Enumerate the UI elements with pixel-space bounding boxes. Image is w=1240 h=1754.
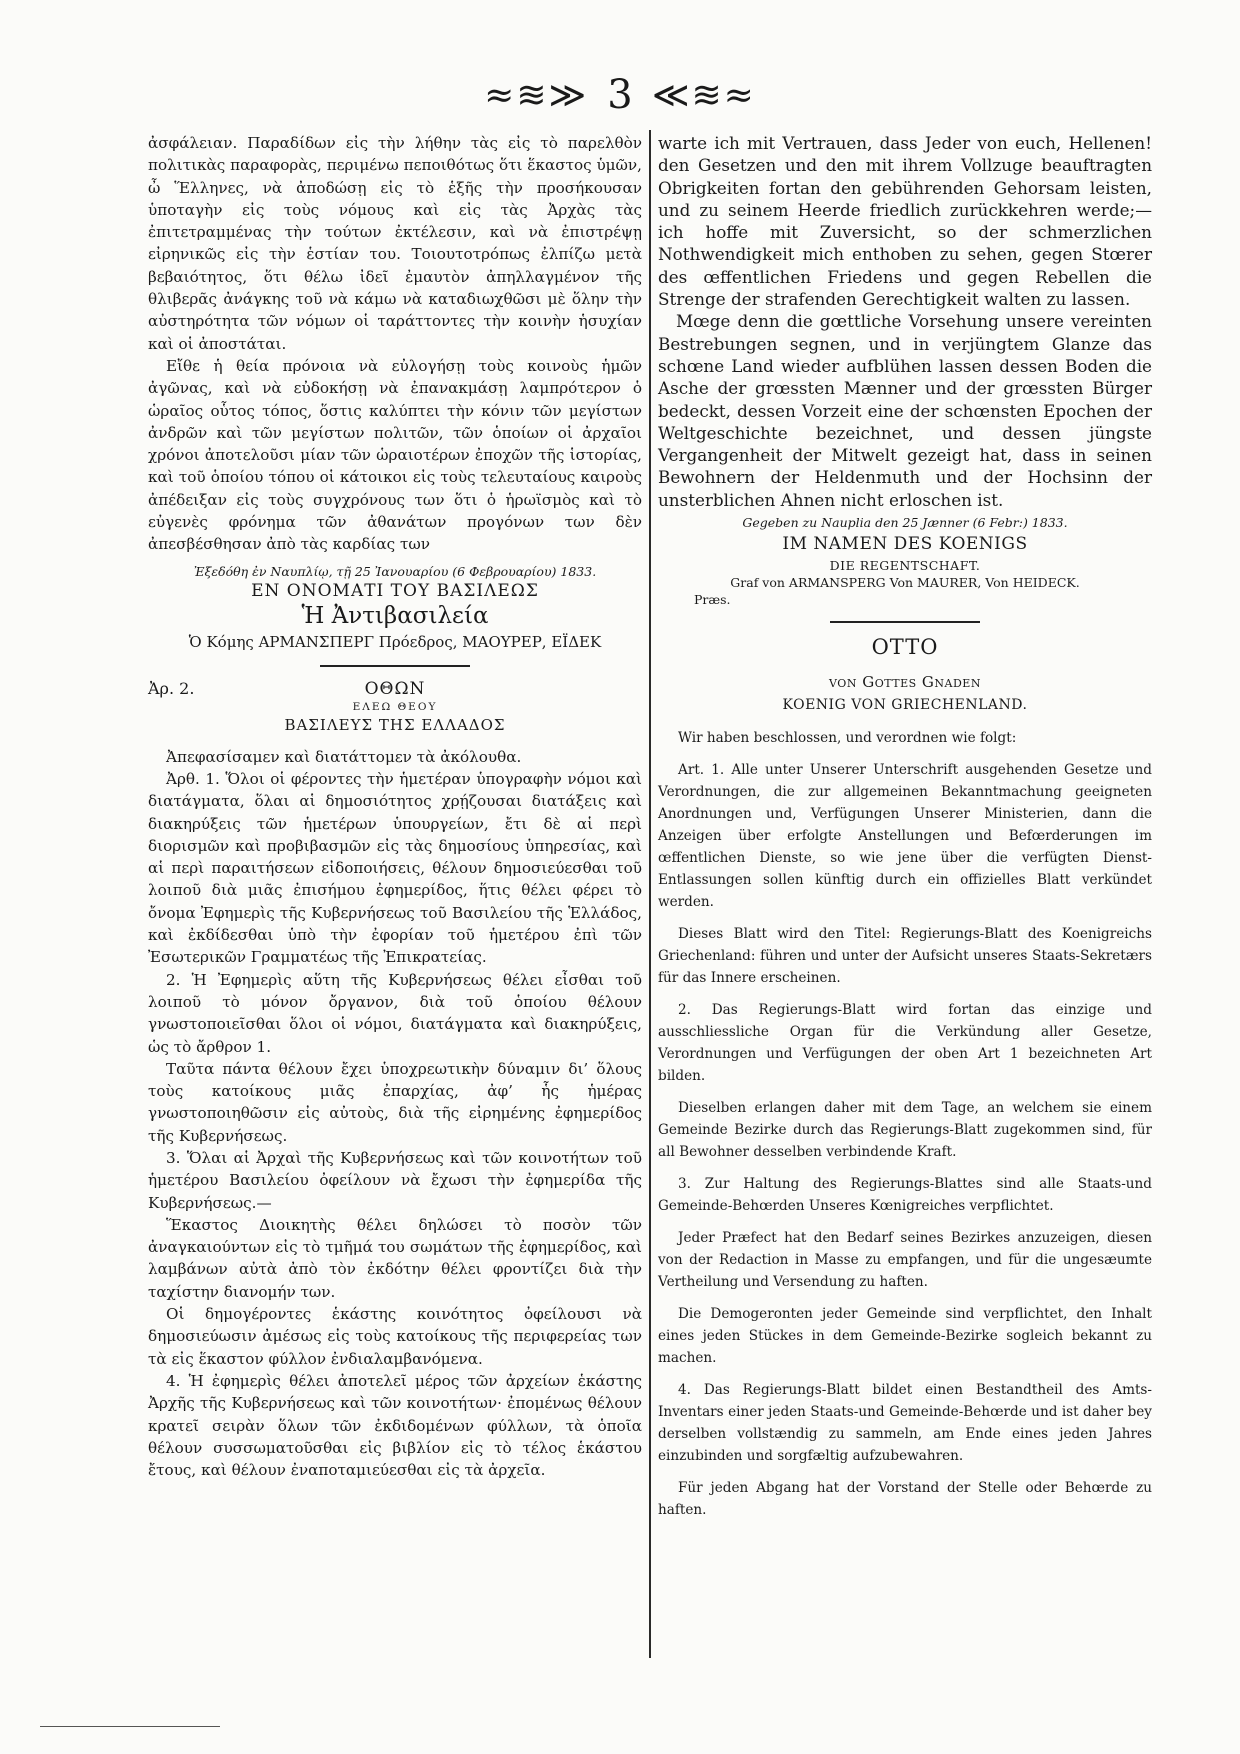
german-proclamation: [658, 132, 1152, 511]
greek-elei-theou: ΕΛΕΩ ΘΕΟΥ: [352, 700, 438, 713]
german-art-4b: Für jeden Abgang hat der Vorstand der Stelle oder Behœrde zu haften.: [658, 1480, 1152, 1519]
german-art-4: 4. Das Regierungs-Blatt bildet einen Bestandtheil des Amts-Inventars einer jeden Staats-und Gemeinde-Behœrde und ist daher bey derselben vollstændig zu sammeln, am Ende eines jeden Jahres einzubinden und sorgfæltig aufzubewahren.: [658, 1382, 1152, 1465]
greek-art-4: 4. Ἡ ἐφημερὶς θέλει ἀποτελεῖ μέρος τῶν ἀρχείων ἑκάστης Ἀρχῆς τῆς Κυβερνήσεως καὶ τῶν κοινοτήτων· ἐπομένως θέλουν κρατεῖ σειρὰν ὅλων τῶν ἐκδιδομένων φύλλων, τὰ ὁποῖα θέλουν συσσωματοῦσθαι εἰς βιβλίον εἰς τὸ τέλος ἑκάστου ἔτους, καὶ θέλουν ἐναποταμιεύεσθαι εἰς τὰ ἀρχεῖα.: [148, 1371, 642, 1480]
column-divider: [649, 130, 651, 1658]
greek-otto-title: ΟΘΩΝ: [364, 678, 426, 699]
german-art-2b: Dieselben erlangen daher mit dem Tage, an welchem sie einem Gemeinde Bezirke durch das Regierungs-Blatt zugekommen sind, für all Bewohner desselben verbindende Kraft.: [658, 1100, 1152, 1161]
greek-art-2b: Ταῦτα πάντα θέλουν ἔχει ὑποχρεωτικὴν δύναμιν δι’ ὅλους τοὺς κατοίκους μιᾶς ἐπαρχίας, ἀφ’ ἧς ἡμέρας γνωστοποιηθῶσιν εἰς αὐτοὺς, διὰ τῆς εἰρημένης ἐφημερίδος τῆς Κυβερνήσεως.: [148, 1059, 642, 1145]
greek-date: Ἐξεδόθη ἐν Ναυπλίῳ, τῇ 25 Ἰανουαρίου (6 Φεβρουαρίου) 1833.: [193, 563, 597, 579]
greek-art-3: 3. Ὅλαι αἱ Ἀρχαὶ τῆς Κυβερνήσεως καὶ τῶν κοινοτήτων τοῦ ἡμετέρου Βασιλείου ὀφείλουν νὰ ἔχωσι τὴν ἐφημερίδα τῆς Κυβερνήσεως.—: [148, 1148, 642, 1212]
german-date: Gegeben zu Nauplia den 25 Jænner (6 Febr:) 1833.: [742, 515, 1068, 531]
german-art-1b: Dieses Blatt wird den Titel: Regierungs-Blatt des Koenigreichs Griechenland: führen und unter der Aufsicht unseres Staats-Sekretærs für das Innere erscheinen.: [658, 926, 1152, 987]
greek-signers: Ὁ Κόμης ΑΡΜΑΝΣΠΕΡΓ Πρόεδρος, ΜΑΟΥΡΕΡ, ΕΪΔΕΚ: [188, 632, 602, 651]
ornament-right-icon: ≪≋≈: [651, 74, 756, 116]
greek-decree: [148, 679, 642, 1482]
ornament-left-icon: ≈≋≫: [484, 74, 589, 116]
german-signers: Graf von ARMANSPERG Von MAURER, Von HEIDECK.: [730, 575, 1080, 591]
german-paragraph-1: warte ich mit Vertrauen, dass Jeder von euch, Hellenen! den Gesetzen und den mit ihrem Vollzuge beauftragten Obrigkeiten fortan den gebührenden Gehorsam leisten, und zu seinem Heerde friedlich zurückkehren werde;— ich hoffe mit Zuversicht, so der schmerzlichen Nothwendigkeit mich enthoben zu sehen, gegen Stœrer des œffentlichen Friedens und gegen Rebellen die Strenge der strafenden Gerechtigkeit walten zu lassen.: [658, 133, 1152, 310]
german-intro: Wir haben beschlossen, und verordnen wie folgt:: [678, 730, 1017, 747]
greek-art-3b: Ἕκαστος Διοικητὴς θέλει δηλώσει τὸ ποσὸν τῶν ἀναγκαιούντων εἰς τὸ τμῆμά του σωμάτων τῆς ἐφημερίδος, καὶ λαμβάνων αὐτὰ ἀπὸ τὸν ἐκδότην θέλει φροντίζει διὰ τὴν ταχίστην διανομήν των.: [148, 1215, 642, 1301]
german-otto-title: OTTO: [871, 635, 939, 660]
german-separator: [830, 621, 980, 623]
german-koenig: KOENIG VON GRIECHENLAND.: [782, 697, 1028, 714]
german-von-gottes: von Gottes Gnaden: [829, 673, 981, 692]
german-art-3c: Die Demogeronten jeder Gemeinde sind verpflichtet, den Inhalt eines jeden Stückes in dem Gemeinde-Bezirke sogleich bekannt zu machen.: [658, 1306, 1152, 1367]
german-praes: Præs.: [694, 592, 731, 608]
german-art-3: 3. Zur Haltung des Regierungs-Blattes sind alle Staats-und Gemeinde-Behœrden Unseres Kœnigreiches verpflichtet.: [658, 1176, 1152, 1215]
page-number: 3: [607, 72, 633, 118]
german-regentschaft: DIE REGENTSCHAFT.: [829, 558, 981, 574]
greek-en-onomati: ΕΝ ΟΝΟΜΑΤΙ ΤΟΥ ΒΑΣΙΛΕΩΣ: [251, 580, 539, 601]
german-art-3b: Jeder Præfect hat den Bedarf seines Bezirkes anzuzeigen, diesen von der Redaction in Masse zu empfangen, und für die ungesæumte Vertheilung und Versendung zu haften.: [658, 1230, 1152, 1291]
german-column: [658, 132, 1152, 1531]
greek-decree-number: Ἀρ. 2.: [148, 678, 195, 698]
greek-separator: [320, 665, 470, 667]
german-articles: [658, 727, 1152, 1521]
greek-antivasileia: Ἡ Ἀντιβασιλεία: [301, 602, 489, 629]
greek-articles: [148, 746, 642, 1482]
german-paragraph-2: Mœge denn die gœttliche Vorsehung unsere vereinten Bestrebungen segnen, und in verjüngtem Glanze das schœne Land wieder aufblühen lassen dessen Boden die Asche der grœssten Mænner und der grœssten Bürger bedeckt, dessen Vorzeit eine der schœnsten Epochen der Weltgeschichte bezeichnet, und dessen jüngste Vergangenheit der Mitwelt gezeigt hat, dass in seinen Bewohnern der Heldenmuth und der Hochsinn der unsterblichen Ahnen nicht erloschen ist.: [658, 311, 1152, 510]
greek-proclamation: [148, 132, 642, 556]
footer-line: [40, 1726, 220, 1727]
greek-art-3c: Οἱ δημογέροντες ἑκάστης κοινότητος ὀφείλουσι νὰ δημοσιεύωσιν ἀμέσως εἰς τοὺς κατοίκους τῆς περιφερείας των τὰ εἰς ἕκαστον φύλλον ἐνδιαλαμβανόμενα.: [148, 1305, 642, 1368]
german-art-1: Art. 1. Alle unter Unserer Unterschrift ausgehenden Gesetze und Verordnungen, die zur allgemeinen Bekanntmachung geeigneten Anordnungen und, Verfügungen Unserer Ministerien, dann die Anzeigen über erfolgte Anstellungen und Befœrderungen im œffentlichen Dienste, so wie jene über die verfügten Dienst-Entlassungen sollen künftig durch ein offizielles Blatt verkündet werden.: [658, 762, 1152, 911]
greek-column: [148, 132, 642, 1481]
greek-art-2: 2. Ἡ Ἐφημερὶς αὕτη τῆς Κυβερνήσεως θέλει εἶσθαι τοῦ λοιποῦ τὸ μόνον ὄργανον, διὰ τοῦ ὁποίου θέλουν γνωστοποιεῖσθαι ὅλοι οἱ νόμοι, διατάγματα καὶ διακηρύξεις, ὡς τὸ ἄρθρον 1.: [148, 970, 642, 1056]
german-im-namen: IM NAMEN DES KOENIGS: [782, 534, 1028, 555]
greek-paragraph-1: ἀσφάλειαν. Παραδίδων εἰς τὴν λήθην τὰς εἰς τὸ παρελθὸν πολιτικὰς παραφορὰς, περιμένω πεποιθότως ὅτι ἕκαστος ὑμῶν, ὦ Ἕλληνες, νὰ ἀποδώσῃ εἰς τὸ ἑξῆς τὴν προσήκουσαν ὑποταγὴν εἰς τοὺς νόμους καὶ εἰς τὰς Ἀρχὰς τὰς ἐπιτετραμμένας τὴν τούτων ἐκτέλεσιν, καὶ νὰ ἐπιστρέψῃ εἰρηνικῶς εἰς τὴν ἑστίαν του. Τοιουτοτρόπως ἐλπίζω μετὰ βεβαιότητος, ὅτι θέλω ἰδεῖ ἐμαυτὸν ἀπηλλαγμένον τῆς θλιβερᾶς ἀνάγκης τοῦ νὰ κάμω νὰ καταδιωχθῶσι μὲ ὅλην τὴν αὐστηρότητα τῶν νόμων οἱ ταράττοντες τὴν κοινὴν ἡσυχίαν καὶ οἱ ἀποστάται.: [148, 134, 642, 353]
greek-vasileus: ΒΑΣΙΛΕΥΣ ΤΗΣ ΕΛΛΑΔΟΣ: [284, 715, 506, 734]
greek-paragraph-2: Εἴθε ἡ θεία πρόνοια νὰ εὐλογήσῃ τοὺς κοινοὺς ἡμῶν ἀγῶνας, καὶ νὰ εὐδοκήσῃ νὰ ἐπανακμάσῃ λαμπρότερον ὁ ὡραῖος οὗτος τόπος, ὅστις καλύπτει τὴν κόνιν τῶν μεγίστων ἀνδρῶν καὶ τῶν μεγίστων πολιτῶν, τῶν ὁποίων οἱ ἀρχαῖοι χρόνοι ἀποτελοῦσι μίαν τῶν ὡραιοτέρων ἐποχῶν τῆς ἱστορίας, καὶ τοῦ ὁποίου τόπου οἱ κάτοικοι εἰς τοὺς τελευταίους καιροὺς ἀπέδειξαν εἰς τοὺς συγχρόνους των ὅτι ὁ ἡρωϊσμὸς καὶ τὸ εὐγενὲς φρόνημα τῶν ἀθανάτων προγόνων των δὲν ἀπεσβέσθησαν ἀπὸ τὰς καρδίας των: [148, 356, 642, 554]
greek-intro: Ἀπεφασίσαμεν καὶ διατάττομεν τὰ ἀκόλουθα.: [166, 747, 522, 766]
german-art-2: 2. Das Regierungs-Blatt wird fortan das einzige und ausschliessliche Organ für die Verkündung aller Gesetze, Verordnungen und Verfügungen der oben Art 1 bezeichneten Art bilden.: [658, 1002, 1152, 1085]
page-header: [0, 72, 1240, 122]
greek-art-1: Ἀρθ. 1. Ὅλοι οἱ φέροντες τὴν ἡμετέραν ὑπογραφὴν νόμοι καὶ διατάγματα, ὅλαι αἱ δημοσιότητος χρῄζουσαι διατάξεις καὶ διακηρύξεις τῶν ἡμετέρων ὑπουργείων, ἔτι δὲ αἱ περὶ διορισμῶν καὶ προβιβασμῶν εἰς τὰς δημοσίους ὑπηρεσίας, καὶ αἱ περὶ παραιτήσεων εἰδοποιήσεις, θέλουν δημοσιεύεσθαι τοῦ λοιποῦ διὰ μιᾶς ἐπισήμου ἐφημερίδος, ἥτις θέλει φέρει τὸ ὄνομα Ἐφημερὶς τῆς Κυβερνήσεως τοῦ Βασιλείου τῆς Ἑλλάδος, καὶ ἐκδίδεσθαι ὑπὸ τὴν ἐφορίαν τοῦ ἡμετέρου ἐπὶ τῶν Ἐσωτερικῶν Γραμματέως τῆς Ἐπικρατείας.: [148, 769, 642, 967]
